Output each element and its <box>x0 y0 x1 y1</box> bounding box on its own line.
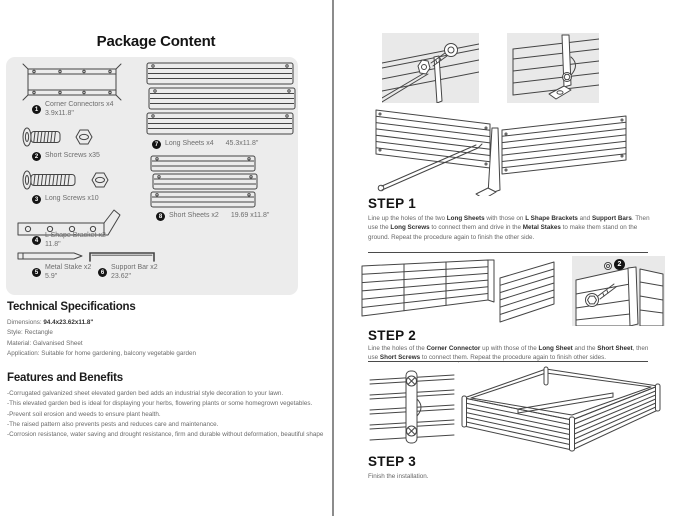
item-label-short-sheets: 8 Short Sheets x2 19.69 x11.8" <box>156 212 269 221</box>
feature-line: -Prevent soil erosion and weeds to ensure plant health. <box>7 410 161 418</box>
step-1-description: Line up the holes of the two Long Sheets with those on L Shape Brackets and Support Bars. Then use the Long Screws to connect them and drive in the Metal Stakes to make them stand on the ground. Repeat the procedure again to finish the other side. <box>368 215 650 241</box>
item-label-support-bar: 6 Support Bar x2 23.62" <box>98 264 158 281</box>
item-number-badge: 7 <box>152 140 161 149</box>
short-screw-drawing <box>20 123 112 151</box>
step-3-description: Finish the installation. <box>368 473 429 480</box>
item-label-l-shape-bracket: 4 L Shape Bracket x2 11.8" <box>32 232 106 249</box>
step-2-description: Line the holes of the Corner Connector up with those of the Long Sheet and the Short Sheet, then use Short Screws to connect them. Repeat the procedure again to finish other sides. <box>368 345 649 362</box>
item-number-badge: 4 <box>32 236 41 245</box>
item-label-long-screws: 3 Long Screws x10 <box>32 195 99 204</box>
vertical-divider <box>332 0 334 516</box>
step1-screw-detail-illustration <box>382 33 479 103</box>
item-label-short-screws: 2 Short Screws x35 <box>32 152 100 161</box>
item-label-corner-connectors: 1 Corner Connectors x4 3.9x11.8" <box>32 101 113 118</box>
step-number-badge: 2 <box>614 259 625 270</box>
spec-line-dimensions: Dimensions: 94.4x23.62x11.8" <box>7 319 94 326</box>
section-divider <box>368 252 648 253</box>
item-number-badge: 5 <box>32 268 41 277</box>
feature-line: -Corrosion resistance, water saving and drought resistance, firm and durable without deformation, beautiful shape <box>7 431 324 439</box>
package-content-panel <box>6 57 298 295</box>
metal-stake-drawing <box>16 250 86 262</box>
item-label-long-sheets: 7 Long Sheets x4 45.3x11.8" <box>152 140 258 149</box>
item-number-badge: 2 <box>32 152 41 161</box>
feature-line: -Corrugated galvanized sheet elevated garden bed adds an industrial style decoration to your lawn. <box>7 390 284 397</box>
short-sheets-drawing <box>150 155 260 211</box>
features-heading: Features and Benefits <box>7 372 123 384</box>
step1-bracket-detail-illustration <box>507 33 599 103</box>
spec-line-application: Application: Suitable for home gardening, balcony vegetable garden <box>7 349 197 357</box>
feature-line: -This elevated garden bed is ideal for displaying your herbs, flowering plants or some homegrown vegetables. <box>7 400 313 408</box>
long-sheets-drawing <box>146 62 296 138</box>
tech-specs-heading: Technical Specifications <box>7 301 136 313</box>
step1-illustration <box>374 104 642 196</box>
step3-bracket-detail-illustration <box>368 368 456 446</box>
item-number-badge: 3 <box>32 195 41 204</box>
tech-specs-list <box>7 318 327 359</box>
step2-detail-inset <box>572 256 665 326</box>
item-number-badge: 6 <box>98 268 107 277</box>
spec-line-material: Material: Galvanised Sheet <box>7 339 83 347</box>
item-number-badge: 1 <box>32 105 41 114</box>
step-2-heading: STEP 2 <box>368 328 417 343</box>
corner-connector-drawing <box>20 62 124 102</box>
page-title: Package Content <box>96 33 216 50</box>
step-1-heading: STEP 1 <box>368 196 417 211</box>
support-bar-drawing <box>88 248 158 262</box>
item-number-badge: 8 <box>156 212 165 221</box>
features-list <box>7 389 327 440</box>
step2-illustration <box>360 258 560 326</box>
feature-line: -The raised pattern also prevents pests and reduces care and maintenance. <box>7 420 219 428</box>
spec-line-style: Style: Rectangle <box>7 329 53 337</box>
item-label-metal-stake: 5 Metal Stake x2 5.9" <box>32 264 91 281</box>
step-3-heading: STEP 3 <box>368 454 417 469</box>
long-screw-drawing <box>20 166 130 194</box>
step3-assembled-bed-illustration <box>458 362 663 454</box>
